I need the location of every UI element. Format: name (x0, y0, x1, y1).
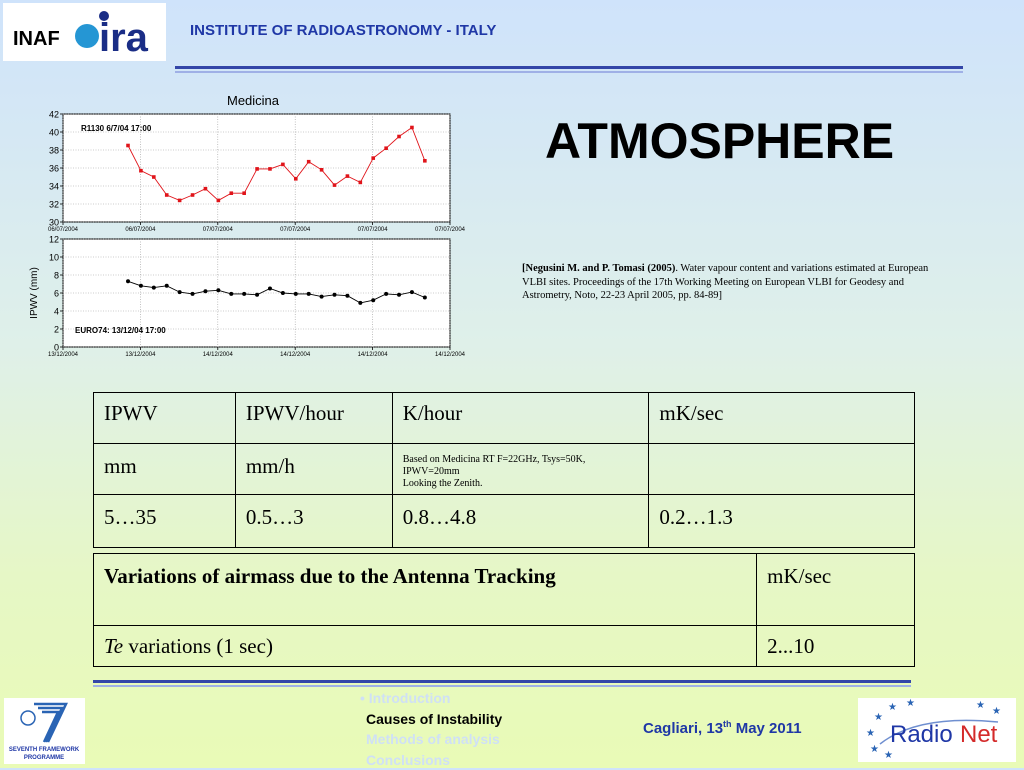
y-tick-label: 42 (49, 110, 59, 120)
data-point (294, 292, 298, 296)
ipwv-charts (0, 88, 480, 368)
data-point (165, 284, 169, 288)
reference-citation (522, 262, 932, 303)
table-row (94, 495, 915, 548)
data-point (178, 290, 182, 294)
data-point (358, 301, 362, 305)
table-cell (649, 444, 915, 495)
x-tick-label: 13/12/2004 (48, 352, 79, 358)
svg-text:Net: Net (960, 721, 998, 748)
data-point (346, 174, 350, 178)
note-line: Looking the Zenith. (403, 478, 639, 490)
data-point (152, 286, 156, 290)
table-cell: mK/sec (649, 393, 915, 444)
fp7-seven-icon (34, 704, 66, 742)
logo-dot-icon (75, 24, 99, 48)
x-tick-label: 13/12/2004 (125, 352, 156, 358)
chart-annotation-euro74: EURO74: 13/12/04 17:00 (75, 326, 166, 335)
y-tick-label: 10 (49, 253, 59, 263)
y-tick-label: 12 (49, 235, 59, 245)
note-line: Based on Medicina RT F=22GHz, Tsys=50K, (403, 454, 639, 466)
chart-title-medicina: Medicina (227, 93, 280, 108)
svg-text:SEVENTH FRAMEWORK: SEVENTH FRAMEWORK (9, 747, 80, 753)
data-point (255, 293, 259, 297)
data-point (333, 293, 337, 297)
ira-inaf-logo (3, 3, 166, 61)
ipwv-table (93, 392, 915, 548)
inaf-logo-text: INAF (13, 28, 60, 50)
table-row (94, 444, 915, 495)
svg-text:PROGRAMME: PROGRAMME (24, 755, 64, 761)
x-tick-label: 06/07/2004 (125, 227, 156, 233)
slide-title: ATMOSPHERE (545, 112, 894, 170)
reference-text: . Water vapour content and variations estimated at European VLBI sites. Proceedings of the 17th Working Meeting on European VLBI for Geodesy and Astrometry, Noto, 22-23 April 2005, pp. 84-89] (522, 263, 928, 301)
data-point (307, 292, 311, 296)
section-navigation (360, 688, 502, 770)
te-symbol: Te (104, 634, 123, 658)
x-tick-label: 07/07/2004 (280, 227, 311, 233)
data-point (359, 181, 363, 185)
data-point (242, 292, 246, 296)
svg-text:★: ★ (866, 728, 875, 739)
data-point (268, 167, 272, 171)
y-tick-label: 8 (54, 271, 59, 281)
data-point (139, 284, 143, 288)
y-axis-label: IPWV (mm) (29, 267, 40, 319)
data-point (139, 169, 143, 173)
data-point (229, 292, 233, 296)
date-text-suffix: May 2011 (732, 720, 802, 737)
y-tick-label: 2 (54, 325, 59, 335)
y-tick-label: 6 (54, 289, 59, 299)
y-tick-label: 32 (49, 200, 59, 210)
x-tick-label: 14/12/2004 (203, 352, 234, 358)
data-point (423, 296, 427, 300)
data-point (126, 279, 130, 283)
radionet-logo (858, 698, 1016, 762)
data-point (397, 135, 401, 139)
data-point (268, 287, 272, 291)
data-point (410, 290, 414, 294)
table-cell: IPWV (94, 393, 236, 444)
svg-text:★: ★ (884, 750, 893, 761)
svg-text:★: ★ (888, 702, 897, 713)
data-point (126, 144, 130, 148)
data-point (178, 199, 182, 203)
data-point (281, 291, 285, 295)
table-note-cell (392, 444, 649, 495)
table-cell: 5…35 (94, 495, 236, 548)
presentation-date (643, 719, 802, 737)
data-point (152, 175, 156, 179)
data-point (320, 168, 324, 172)
svg-text:★: ★ (874, 712, 883, 723)
data-point (371, 156, 375, 160)
nav-item-introduction[interactable]: • Introduction (360, 688, 502, 709)
data-point (217, 199, 221, 203)
table-cell: mm (94, 444, 236, 495)
data-point (320, 295, 324, 299)
data-point (384, 146, 388, 150)
table-cell: mm/h (235, 444, 392, 495)
data-point (371, 298, 375, 302)
institute-title: INSTITUTE OF RADIOASTRONOMY - ITALY (190, 22, 496, 39)
table-cell: 0.5…3 (235, 495, 392, 548)
header-divider (175, 66, 963, 69)
data-point (294, 177, 298, 181)
table-cell: K/hour (392, 393, 649, 444)
data-point (384, 292, 388, 296)
table-cell (94, 626, 757, 667)
table-row (94, 626, 915, 667)
note-line: IPWV=20mm (403, 466, 639, 478)
data-point (423, 159, 427, 163)
y-tick-label: 30 (49, 218, 59, 228)
date-text: Cagliari, 13 (643, 720, 723, 737)
ira-logo-text: ira (99, 16, 149, 60)
table-header-cell: mK/sec (757, 554, 915, 626)
x-tick-label: 07/07/2004 (203, 227, 234, 233)
footer-divider-thin (93, 685, 911, 687)
x-tick-label: 06/07/2004 (48, 227, 79, 233)
y-tick-label: 4 (54, 307, 59, 317)
data-point (281, 163, 285, 167)
table-row (94, 554, 915, 626)
table-header-cell: Variations of airmass due to the Antenna Tracking (94, 554, 757, 626)
data-point (242, 191, 246, 195)
data-point (203, 289, 207, 293)
data-point (410, 126, 414, 130)
data-point (204, 187, 208, 191)
y-tick-label: 40 (49, 128, 59, 138)
data-point (255, 167, 259, 171)
svg-text:★: ★ (976, 700, 985, 711)
data-point (229, 191, 233, 195)
data-point (216, 288, 220, 292)
data-point (307, 160, 311, 164)
footer-divider (93, 680, 911, 683)
y-tick-label: 38 (49, 146, 59, 156)
x-tick-label: 07/07/2004 (435, 227, 466, 233)
y-tick-label: 36 (49, 164, 59, 174)
fp7-logo (4, 698, 85, 764)
data-point (191, 193, 195, 197)
date-superscript: th (723, 719, 732, 729)
table-cell: IPWV/hour (235, 393, 392, 444)
header-divider-thin (175, 71, 963, 73)
x-tick-label: 14/12/2004 (435, 352, 466, 358)
svg-text:★: ★ (870, 744, 879, 755)
chart-annotation-r1130: R1130 6/7/04 17:00 (81, 124, 152, 133)
y-tick-label: 0 (54, 343, 59, 353)
nav-item-causes-of-instability[interactable]: Causes of Instability (360, 709, 502, 730)
table-cell: 2...10 (757, 626, 915, 667)
data-point (165, 193, 169, 197)
svg-text:★: ★ (906, 698, 915, 709)
nav-item-conclusions[interactable]: Conclusions (360, 750, 502, 770)
reference-authors: [Negusini M. and P. Tomasi (2005) (522, 263, 675, 274)
data-point (191, 292, 195, 296)
table-cell: 0.2…1.3 (649, 495, 915, 548)
data-point (333, 183, 337, 187)
x-tick-label: 14/12/2004 (358, 352, 389, 358)
te-variations-text: variations (1 sec) (123, 634, 273, 658)
x-tick-label: 14/12/2004 (280, 352, 311, 358)
svg-text:★: ★ (992, 706, 1001, 717)
airmass-table (93, 553, 915, 667)
data-point (345, 294, 349, 298)
table-row (94, 393, 915, 444)
y-tick-label: 34 (49, 182, 59, 192)
nav-item-methods-of-analysis[interactable]: Methods of analysis (360, 729, 502, 750)
x-tick-label: 07/07/2004 (358, 227, 389, 233)
data-point (397, 293, 401, 297)
table-cell: 0.8…4.8 (392, 495, 649, 548)
svg-text:Radio: Radio (890, 721, 953, 748)
